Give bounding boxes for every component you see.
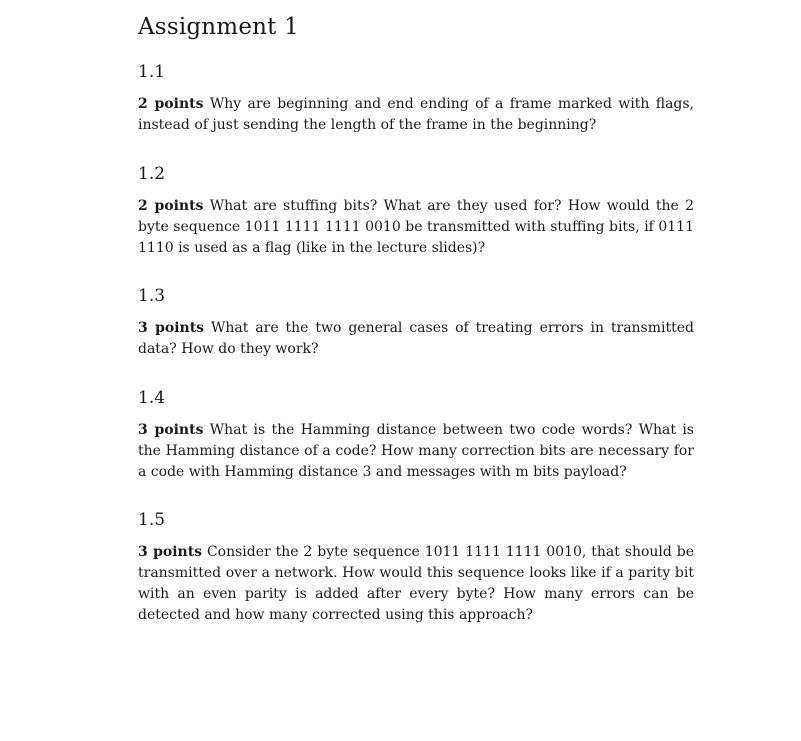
question-text: Consider the 2 byte sequence 1011 1111 1111 0010, that should be transmitted over a network. How would this sequence looks like if a parity bit with an even parity is added after every byte? How many errors can be detected and how many corrected using this approach? — [138, 544, 695, 623]
question-text: What is the Hamming distance between two code words? What is the Hamming distance of a code? How many correction bits are necessary for a code with Hamming distance 3 and messages with m bits payload? — [138, 422, 694, 480]
question-text: What are stuffing bits? What are they used for? How would the 2 byte sequence 1011 1111 1111 0010 be transmitted with stuffing bits, if 0111 1110 is used as a flag (like in the lecture slides)? — [138, 198, 695, 256]
question-text: What are the two general cases of treating errors in transmitted data? How do they work? — [138, 320, 694, 357]
points-label: 2 points — [138, 198, 204, 214]
points-label: 2 points — [138, 96, 204, 112]
section-heading-1-4: 1.4 — [138, 388, 166, 408]
points-label: 3 points — [138, 320, 205, 336]
question-text: Why are beginning and end ending of a frame marked with flags, instead of just sending the length of the frame in the beginning? — [138, 96, 695, 133]
section-heading-1-1: 1.1 — [138, 62, 166, 82]
section-body-1-1 — [138, 94, 694, 136]
section-heading-1-3: 1.3 — [138, 286, 166, 306]
points-label: 3 points — [138, 544, 203, 560]
section-heading-1-5: 1.5 — [138, 510, 166, 530]
points-label: 3 points — [138, 422, 204, 438]
section-body-1-2 — [138, 196, 694, 259]
section-body-1-3 — [138, 318, 694, 360]
section-body-1-5 — [138, 542, 694, 626]
document-title: Assignment 1 — [138, 14, 299, 40]
section-heading-1-2: 1.2 — [138, 164, 166, 184]
section-body-1-4 — [138, 420, 694, 483]
